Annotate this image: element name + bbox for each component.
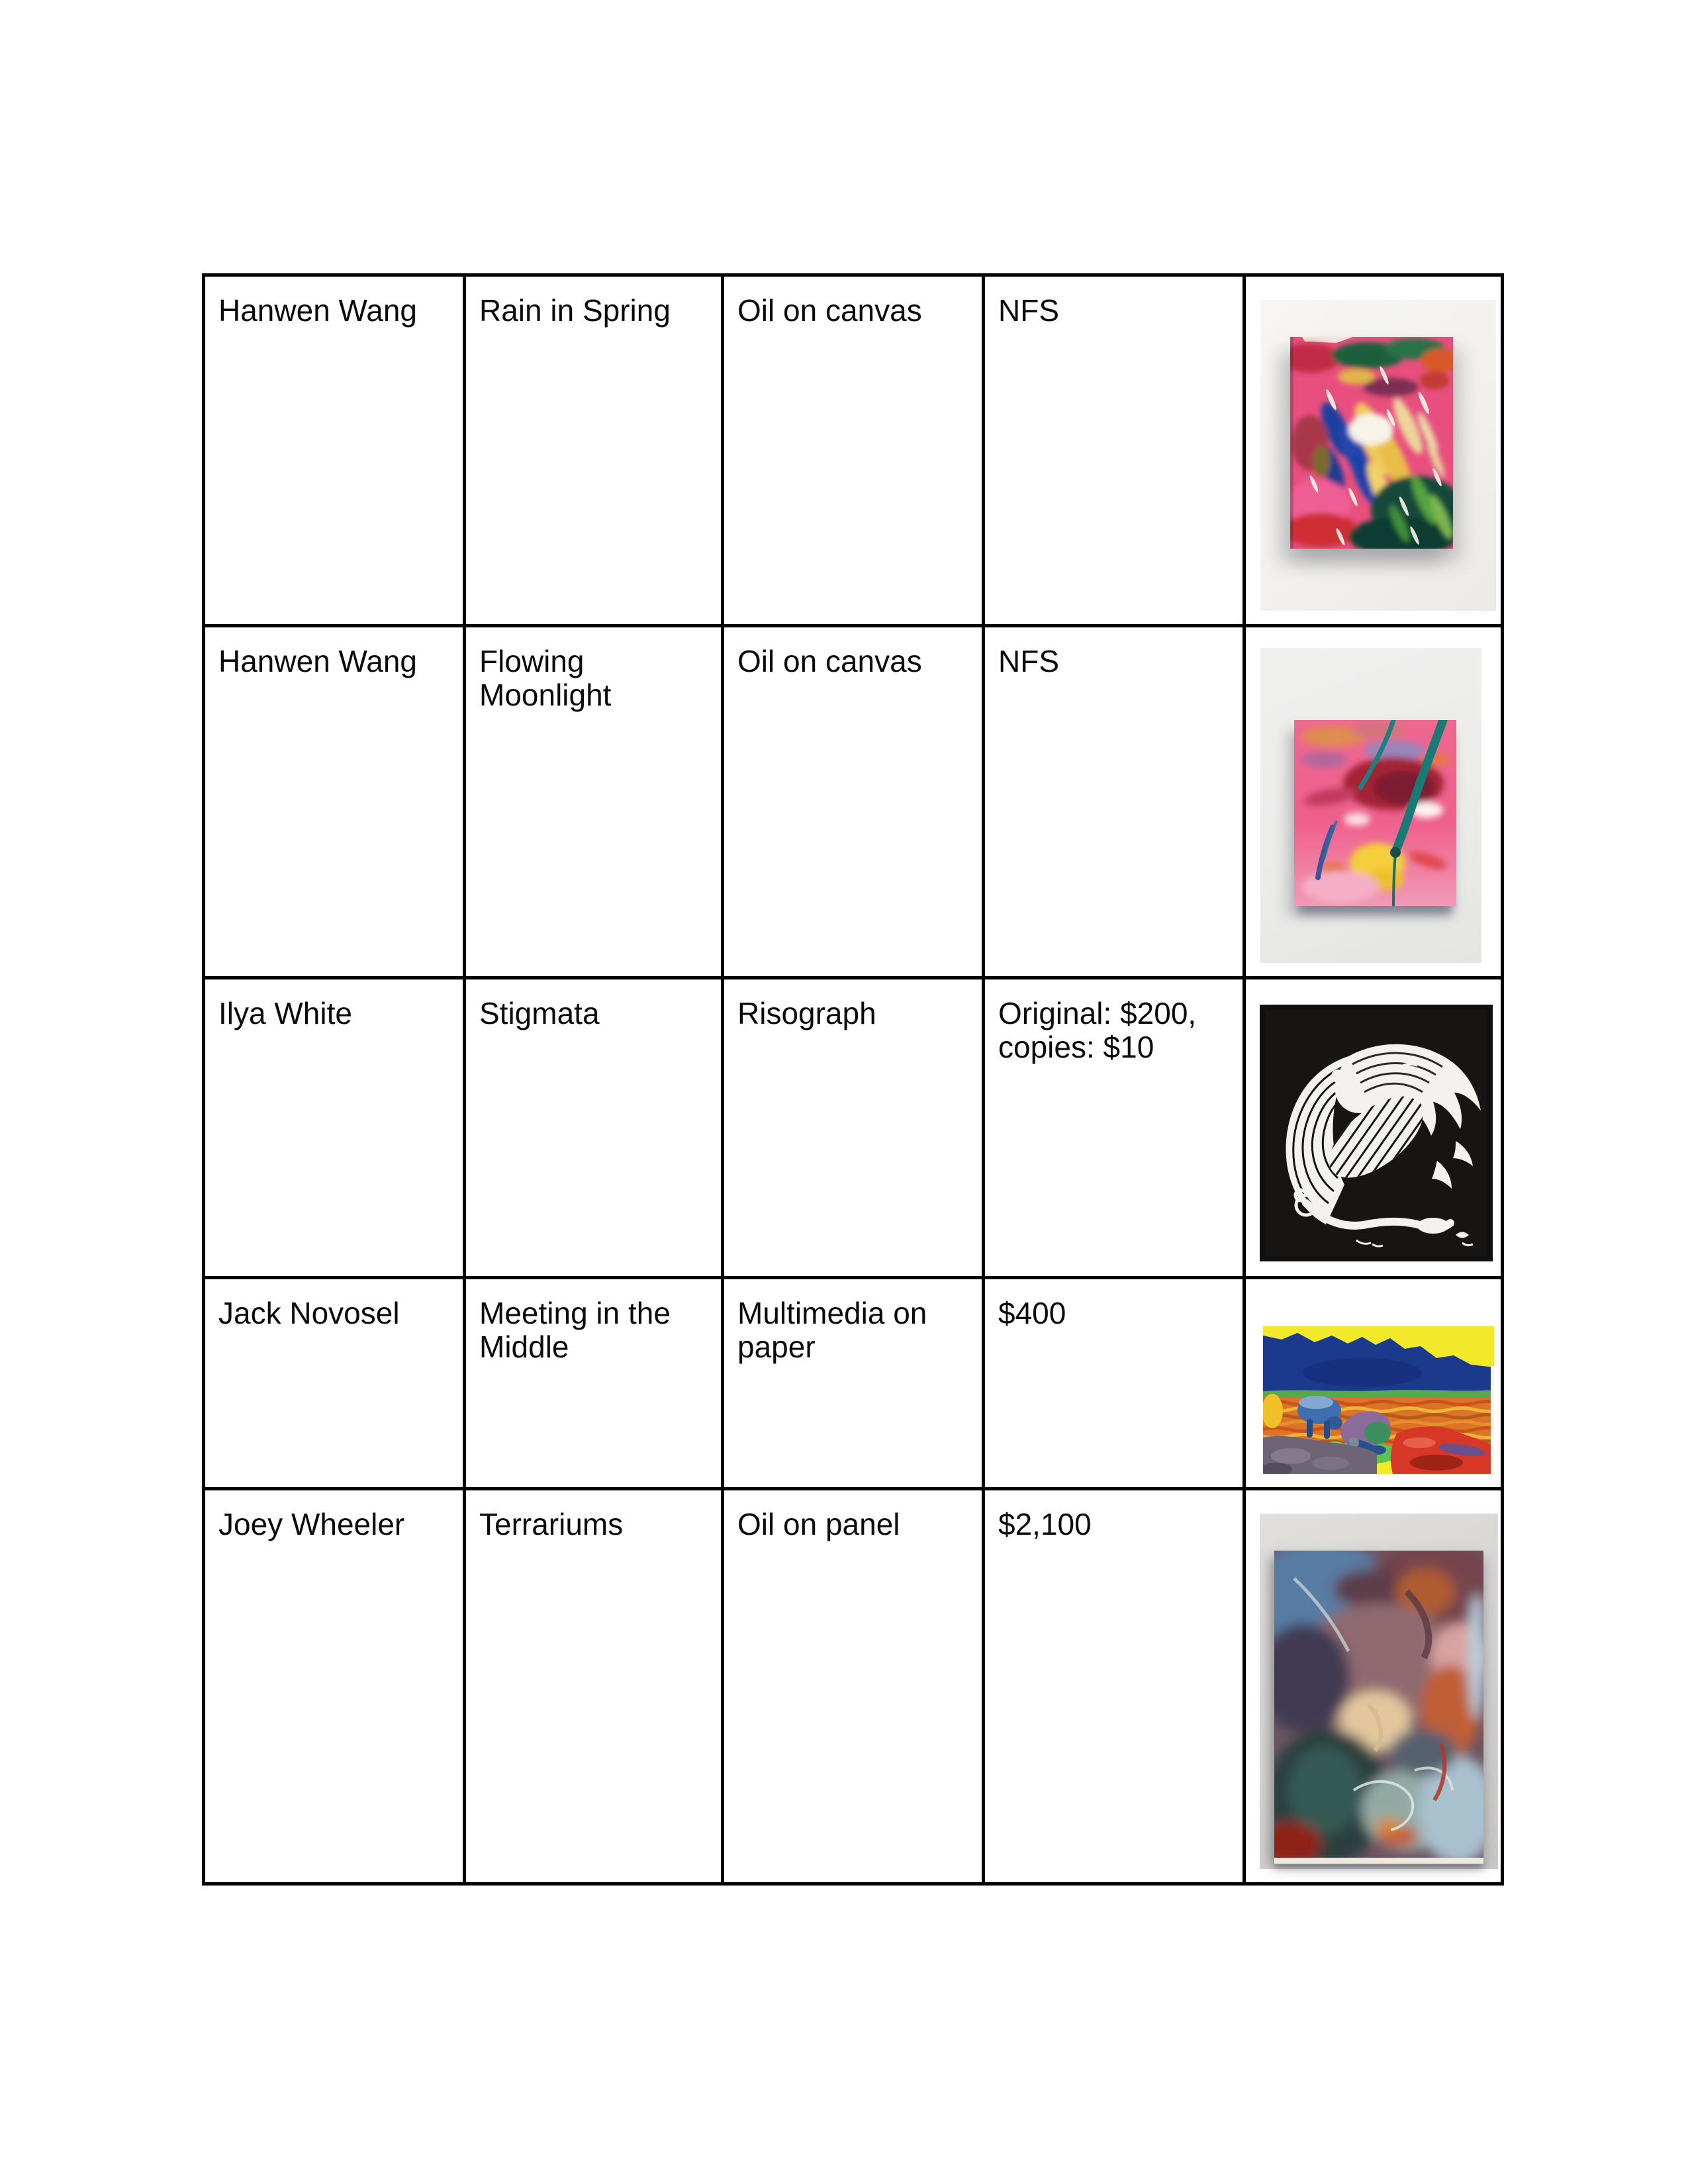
artwork-medium: Oil on panel: [737, 1507, 900, 1541]
artist-cell: [204, 626, 465, 978]
artwork-photo: [1260, 648, 1481, 963]
medium-cell: [723, 626, 984, 978]
artwork-price: $2,100: [998, 1507, 1092, 1541]
terrariums-artwork-image: [1274, 1551, 1483, 1858]
price-cell: [984, 1489, 1244, 1884]
artist-name: Joey Wheeler: [218, 1507, 405, 1541]
artwork-medium: Multimedia on paper: [737, 1296, 927, 1364]
image-cell: [1244, 275, 1503, 626]
artist-cell: [204, 978, 465, 1278]
table-row: [204, 1489, 1503, 1884]
stigmata-artwork-image: [1260, 1005, 1491, 1261]
panel-bottom-edge: [1274, 1858, 1483, 1864]
artist-name: Ilya White: [218, 996, 352, 1030]
medium-cell: [723, 275, 984, 626]
table-row: [204, 1278, 1503, 1489]
artwork-photo: [1260, 300, 1496, 611]
price-cell: [984, 978, 1244, 1278]
artist-cell: [204, 275, 465, 626]
price-cell: [984, 626, 1244, 978]
table-row: [204, 978, 1503, 1278]
price-cell: [984, 1278, 1244, 1489]
title-cell: [465, 275, 723, 626]
artwork-medium: Risograph: [737, 996, 876, 1030]
image-cell: [1244, 626, 1503, 978]
table-row: [204, 275, 1503, 626]
artist-name: Hanwen Wang: [218, 293, 418, 328]
artwork-title: Stigmata: [479, 996, 600, 1030]
title-cell: [465, 1489, 723, 1884]
title-cell: [465, 1278, 723, 1489]
rain-in-spring-artwork-image: [1290, 337, 1453, 549]
artwork-photo: [1260, 1514, 1498, 1869]
artwork-title: Flowing Moonlight: [479, 644, 612, 712]
artwork-medium: Oil on canvas: [737, 644, 922, 678]
artist-name: Jack Novosel: [218, 1296, 400, 1330]
title-cell: [465, 978, 723, 1278]
artist-cell: [204, 1278, 465, 1489]
artwork-title: Rain in Spring: [479, 293, 671, 328]
artist-name: Hanwen Wang: [218, 644, 418, 678]
artist-cell: [204, 1489, 465, 1884]
image-cell: [1244, 978, 1503, 1278]
title-cell: [465, 626, 723, 978]
meeting-in-the-middle-artwork-image: [1263, 1326, 1491, 1474]
artworks-table: [202, 273, 1504, 1886]
image-cell: [1244, 1278, 1503, 1489]
medium-cell: [723, 1489, 984, 1884]
artwork-price: Original: $200, copies: $10: [998, 996, 1197, 1064]
table-row: [204, 626, 1503, 978]
artwork-price: NFS: [998, 644, 1059, 678]
artwork-medium: Oil on canvas: [737, 293, 922, 328]
price-cell: [984, 275, 1244, 626]
artwork-title: Meeting in the Middle: [479, 1296, 671, 1364]
flowing-moonlight-artwork-image: [1294, 720, 1456, 906]
artwork-price: NFS: [998, 293, 1059, 328]
artwork-title: Terrariums: [479, 1507, 624, 1541]
artwork-price: $400: [998, 1296, 1066, 1330]
medium-cell: [723, 978, 984, 1278]
medium-cell: [723, 1278, 984, 1489]
image-cell: [1244, 1489, 1503, 1884]
